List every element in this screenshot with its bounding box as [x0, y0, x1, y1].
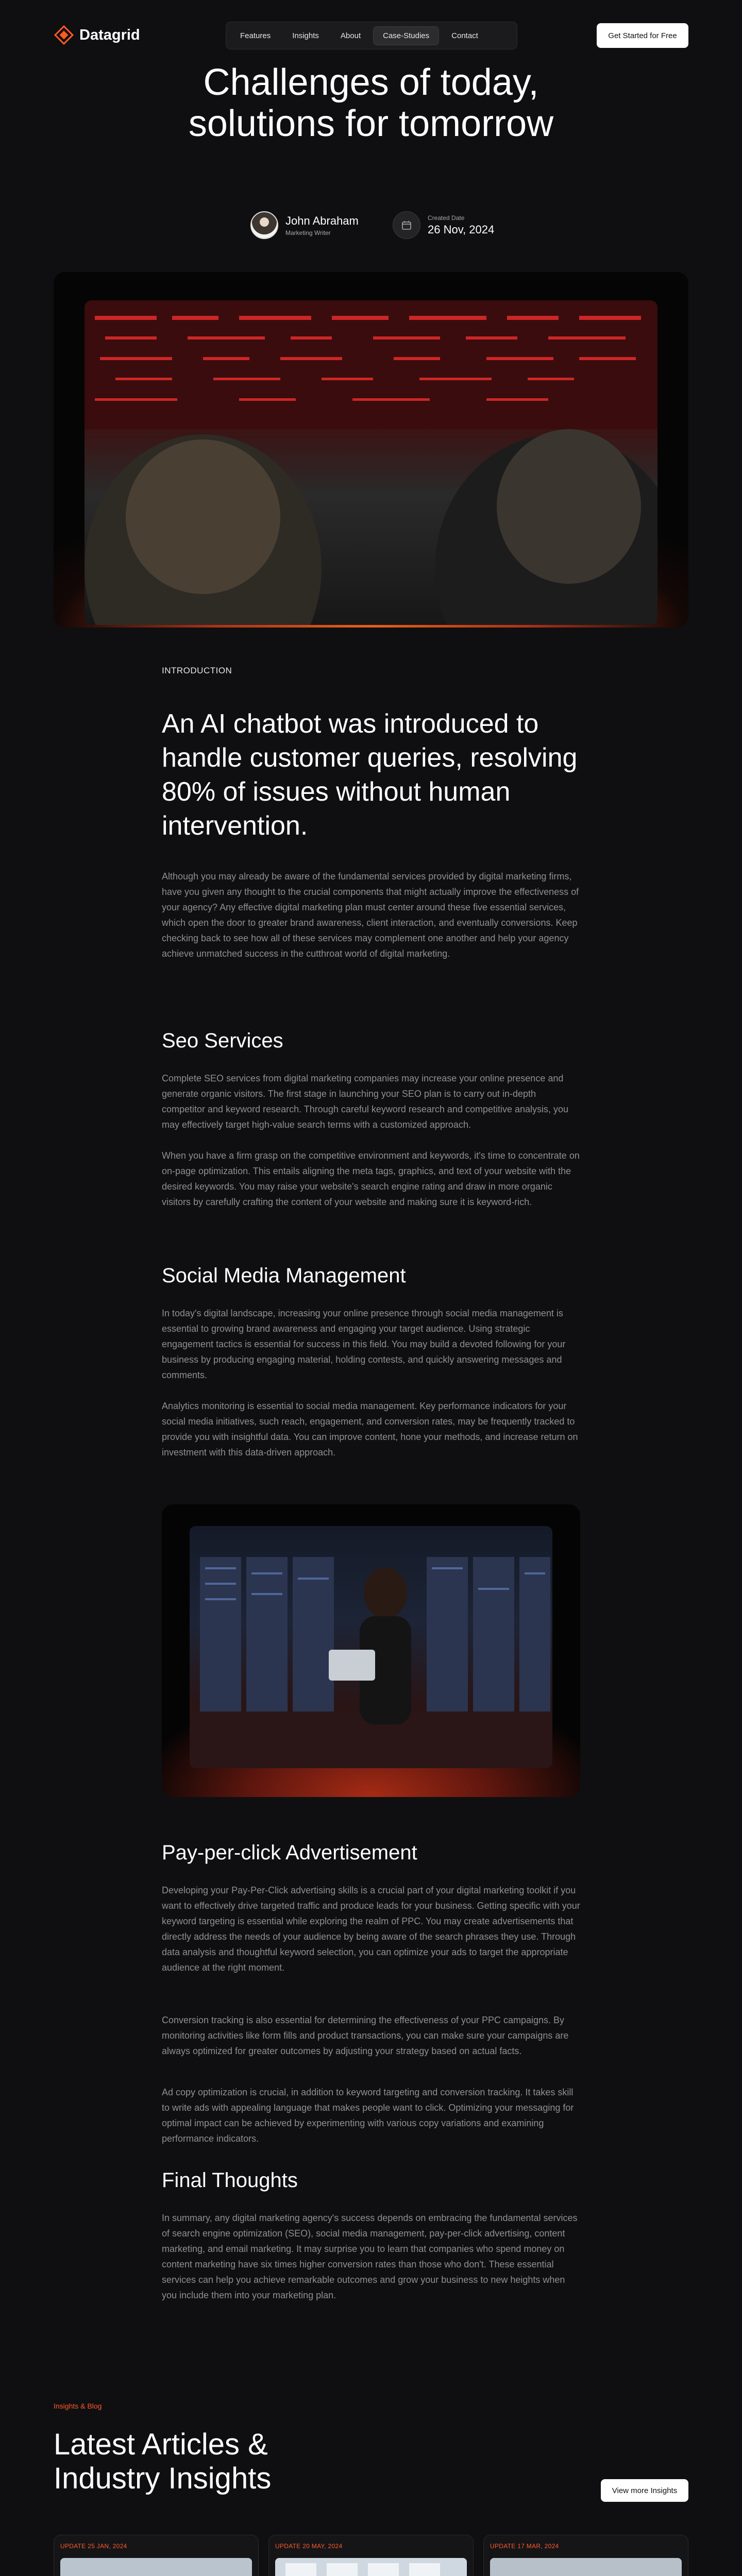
office-photo-illustration	[275, 2558, 467, 2576]
social-paragraph-2: Analytics monitoring is essential to social media management. Key performance indicators for your social media initiatives, such reach, engagement, and conversion rates, may be frequently tracked to provide you with insightful data. You can improve content, hone your methods, and increase return on investment with this data-driven approach.	[162, 1401, 578, 1458]
card-image	[490, 2558, 682, 2576]
intro-label: INTRODUCTION	[162, 666, 232, 675]
nav-item-case-studies[interactable]: Case-Studies	[373, 26, 439, 45]
final-heading: Final Thoughts	[162, 2169, 298, 2192]
card-date-tag: UPDATE 20 MAY, 2024	[275, 2543, 343, 2550]
page-title-line-1: Challenges of today,	[203, 62, 539, 103]
author-role: Marketing Writer	[285, 229, 331, 236]
date-label: Created Date	[428, 214, 465, 222]
meeting-photo-illustration	[60, 2558, 252, 2576]
date-value: 26 Nov, 2024	[428, 223, 495, 236]
page-title	[0, 62, 742, 144]
ppc-paragraph-2: Conversion tracking is also essential for determining the effectiveness of your PPC campaigns. By monitoring activities like form fills and product transactions, you can make sure your campaigns are always optimized for greater outcomes by adjusting your strategy based on actual facts.	[162, 2015, 569, 2056]
get-started-button[interactable]: Get Started for Free	[597, 23, 688, 48]
hero-image	[85, 300, 657, 625]
brand-name: Datagrid	[79, 26, 140, 43]
brand-logo[interactable]	[54, 25, 140, 45]
seo-paragraph-2: When you have a firm grasp on the competitive environment and keywords, it's time to concentrate on on-page optimization. This entails aligning the meta tags, graphics, and text of your website with the desired keywords. You may raise your website's search engine rating and draw in more organic visitors by carefully crafting the content of your website and making sure it is keyword-rich.	[162, 1150, 580, 1207]
insights-title-line-2: Industry Insights	[54, 2462, 272, 2495]
datacenter-image	[190, 1526, 552, 1768]
social-heading: Social Media Management	[162, 1264, 406, 1287]
intro-paragraph: Although you may already be aware of the fundamental services provided by digital marketing firms, have you given any thought to the crucial components that might actually improve the effectiveness of your agency? Any effective digital marketing plan must center around these five essential services, which open the door to greater brand awareness, client interaction, and eventually conversions. Keep checking back to see how all of these services may complement one another and help your agency achieve unmatched success in the cutthroat world of digital marketing.	[162, 871, 579, 959]
insights-title	[54, 2428, 271, 2496]
card-image	[275, 2558, 467, 2576]
trading-screens-illustration	[85, 300, 657, 625]
nav-item-about[interactable]: About	[340, 31, 361, 40]
author-name: John Abraham	[285, 214, 359, 227]
datagrid-logo-icon	[54, 25, 74, 45]
insights-title-line-1: Latest Articles &	[54, 2428, 268, 2461]
nav-item-insights[interactable]: Insights	[292, 31, 319, 40]
nav-item-contact[interactable]: Contact	[451, 31, 478, 40]
page-title-line-2: solutions for tomorrow	[188, 103, 554, 144]
social-paragraph-1: In today's digital landscape, increasing your online presence through social media management is essential to growing brand awareness and engaging your target audience. Using strategic engagement tactics is essential for success in this field. You may build a devoted following for your business by producing engaging material, holding contests, and quickly answering messages and comments.	[162, 1308, 566, 1380]
ppc-paragraph-1: Developing your Pay-Per-Click advertising skills is a crucial part of your digital marketing toolkit if you want to effectively drive targeted traffic and produce leads for your business. Getting specific with your keyword targeting is essential while exploring the realm of PPC. You may create advertisements that directly address the needs of your audience by being aware of the search phrases they use. Through data analysis and thoughtful keyword selection, you can optimize your ads to target the appropriate audience at the right moment.	[162, 1885, 580, 1973]
card-date-tag: UPDATE 25 JAN, 2024	[60, 2543, 127, 2550]
main-nav	[226, 22, 517, 49]
author-meta	[250, 211, 359, 239]
view-more-insights-button[interactable]: View more Insights	[601, 2479, 688, 2502]
ppc-heading: Pay-per-click Advertisement	[162, 1841, 417, 1864]
card-image	[60, 2558, 252, 2576]
lead-statement: An AI chatbot was introduced to handle customer queries, resolving 80% of issues without human intervention.	[162, 709, 578, 841]
seo-paragraph-1: Complete SEO services from digital marketing companies may increase your online presence and generate organic visitors. The first stage in launching your SEO plan is to carry out in-depth competitor and keyword research. Through careful keyword research and competitive analysis, you may effectively target high-value search terms with a customized approach.	[162, 1073, 569, 1130]
nav-item-features[interactable]: Features	[240, 31, 271, 40]
insight-card[interactable]	[483, 2535, 688, 2576]
datacenter-illustration	[190, 1526, 552, 1768]
card-date-tag: UPDATE 17 MAR, 2024	[490, 2543, 559, 2550]
insight-card[interactable]	[54, 2535, 259, 2576]
seo-heading: Seo Services	[162, 1029, 283, 1052]
insights-eyebrow: Insights & Blog	[54, 2402, 102, 2410]
team-photo-illustration	[490, 2558, 682, 2576]
author-avatar	[250, 211, 278, 239]
final-paragraph: In summary, any digital marketing agency's success depends on embracing the fundamental services of search engine optimization (SEO), social media management, pay-per-click advertising, content marketing, and email marketing. It may surprise you to learn that companies who spend money on content marketing have six times higher conversion rates than those who don't. These essential services can help you achieve remarkable outcomes and grow your business to new heights when you include them into your marketing plan.	[162, 2213, 578, 2300]
date-meta	[393, 211, 494, 239]
calendar-icon	[393, 211, 420, 239]
ppc-paragraph-3: Ad copy optimization is crucial, in addition to keyword targeting and conversion tracking. It takes skill to write ads with appealing language that makes people want to click. Optimizing your messaging for optimal impact can be achieved by experimenting with various copy variations and examining performance indicators.	[162, 2087, 574, 2144]
insight-card[interactable]	[268, 2535, 474, 2576]
